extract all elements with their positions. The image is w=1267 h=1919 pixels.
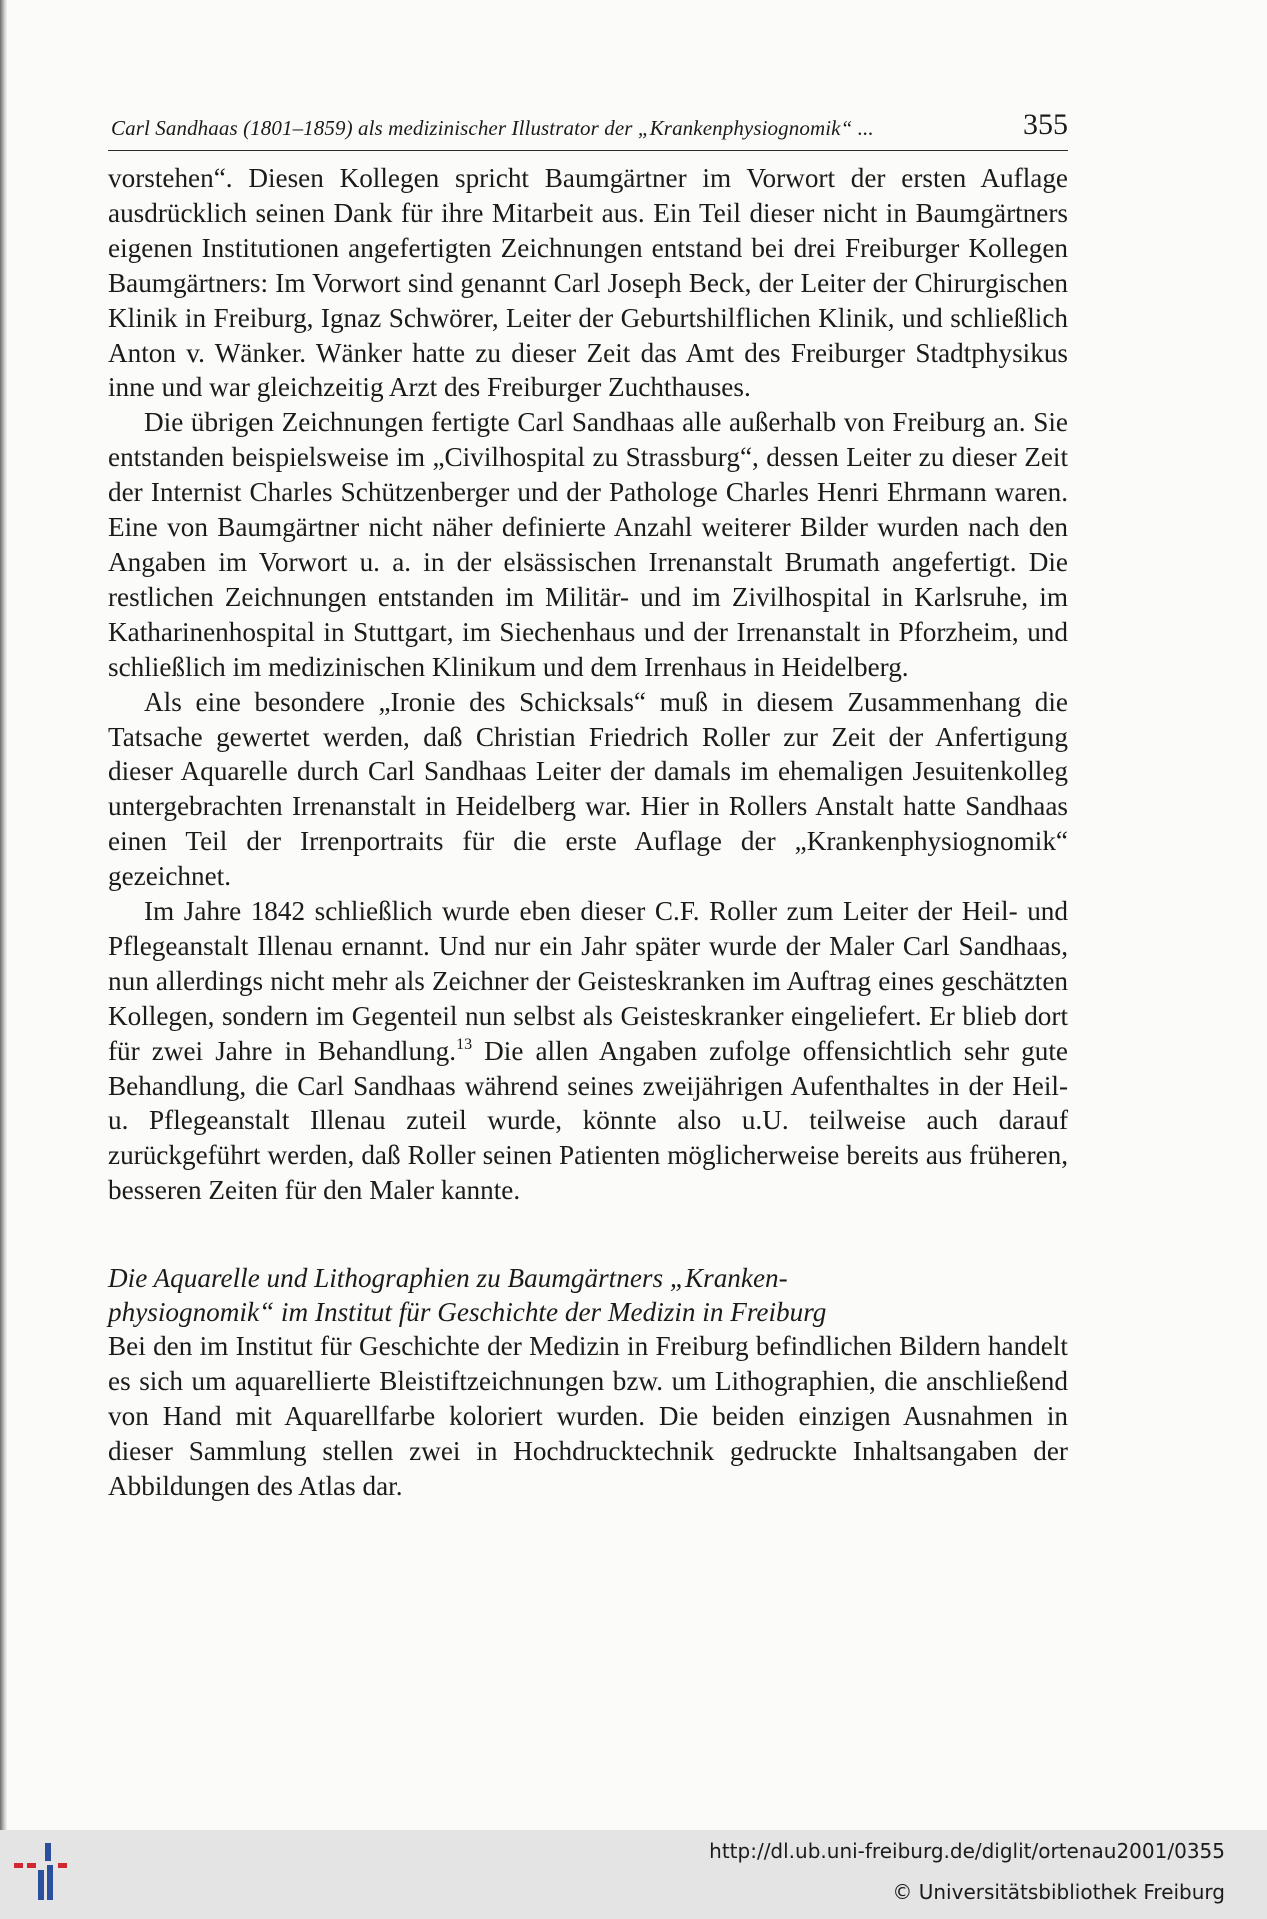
scanned-page: [108, 104, 1068, 1504]
footnote-reference[interactable]: 13: [456, 1035, 473, 1053]
page-number: 355: [1023, 108, 1068, 141]
footer-bar: [0, 1830, 1267, 1919]
paragraph: Die übrigen Zeichnungen fertigte Carl Sandhaas alle außerhalb von Freiburg an. Sie entstanden beispielsweise im „Civilhospital zu Strassburg“, dessen Leiter zu dieser Zeit der Internist Charles Schützenberger und der Pathologe Charles Henri Ehrmann waren. Eine von Baumgärtner nicht näher definierte Anzahl weiterer Bilder wurden nach den Angaben im Vorwort u. a. in der elsässischen Irrenanstalt Brumath angefertigt. Die restlichen Zeichnungen entstanden im Militär- und im Zivilhospital in Karlsruhe, im Katharinenhospital in Stuttgart, im Siechenhaus und der Irrenanstalt in Pforzheim, und schließlich im medizinischen Klinikum und dem Irrenhaus in Heidelberg.: [108, 407, 1068, 682]
permalink-url[interactable]: http://dl.ub.uni-freiburg.de/diglit/ortenau2001/0355: [709, 1839, 1225, 1863]
ub-freiburg-logo-icon[interactable]: [14, 1843, 84, 1903]
paragraph: Als eine besondere „Ironie des Schicksals“ muß in diesem Zusammenhang die Tatsache gewertet werden, daß Christian Friedrich Roller zur Zeit der Anfertigung dieser Aquarelle durch Carl Sandhaas Leiter der damals im ehemaligen Jesuitenkolleg untergebrachten Irrenanstalt in Heidelberg war. Hier in Rollers Anstalt hatte Sandhaas einen Teil der Irrenportraits für die erste Auflage der „Krankenphysiognomik“ gezeichnet.: [108, 686, 1068, 892]
page-edge-shadow: [0, 0, 7, 1830]
running-title: Carl Sandhaas (1801–1859) als medizinischer Illustrator der „Krankenphysiognomik“ ...: [111, 116, 874, 140]
section-heading: [108, 1261, 1068, 1329]
section-heading-line: physiognomik“ im Institut für Geschichte der Medizin in Freiburg: [108, 1297, 827, 1328]
paragraph: vorstehen“. Diesen Kollegen spricht Baumgärtner im Vorwort der ersten Auflage ausdrücklich seinen Dank für ihre Mitarbeit aus. Ein Teil dieser nicht in Baumgärtners eigenen Institutionen angefertigten Zeichnungen entstand bei drei Freiburger Kollegen Baumgärtners: Im Vorwort sind genannt Carl Joseph Beck, der Leiter der Chirurgischen Klinik in Freiburg, Ignaz Schwörer, Leiter der Geburtshilflichen Klinik, und schließlich Anton v. Wänker. Wänker hatte zu dieser Zeit das Amt des Freiburger Stadtphysikus inne und war gleichzeitig Arzt des Freiburger Zuchthauses.: [108, 163, 1068, 403]
running-header: [108, 104, 1068, 151]
section-paragraph: Bei den im Institut für Geschichte der Medizin in Freiburg befindlichen Bildern handelt es sich um aquarellierte Bleistiftzeichnungen bzw. um Lithographien, die anschließend von Hand mit Aquarellfarbe koloriert wurden. Die beiden einzigen Ausnahmen in dieser Sammlung stellen zwei in Hochdrucktechnik gedruckte Inhaltsangaben der Abbildungen des Atlas dar.: [108, 1331, 1068, 1501]
copyright-notice: © Universitätsbibliothek Freiburg: [892, 1880, 1225, 1904]
paragraph-text: Die allen Angaben zufolge offensichtlich sehr gute Behandlung, die Carl Sandhaas während seines zweijährigen Aufenthaltes in der Heil- u. Pflegeanstalt Illenau zuteil wurde, könnte also u.U. teilweise auch darauf zurückgeführt werden, daß Roller seinen Patienten möglicherweise bereits aus früheren, besseren Zeiten für den Maler kannte.: [108, 1035, 1068, 1206]
paragraph-text: Im Jahre 1842 schließlich wurde eben dieser C.F. Roller zum Leiter der Heil- und Pflegeanstalt Illenau ernannt. Und nur ein Jahr später wurde der Maler Carl Sandhaas, nun allerdings nicht mehr als Zeichner der Geisteskranken im Auftrag eines geschätzten Kollegen, sondern im Gegenteil nun selbst als Geisteskranker eingeliefert. Er blieb dort für zwei Jahre in Behandlung.: [108, 896, 1068, 1066]
main-text: [108, 161, 1068, 1504]
section-heading-line: Die Aquarelle und Lithographien zu Baumgärtners „Kranken-: [108, 1263, 788, 1294]
paragraph: [108, 894, 1068, 1208]
